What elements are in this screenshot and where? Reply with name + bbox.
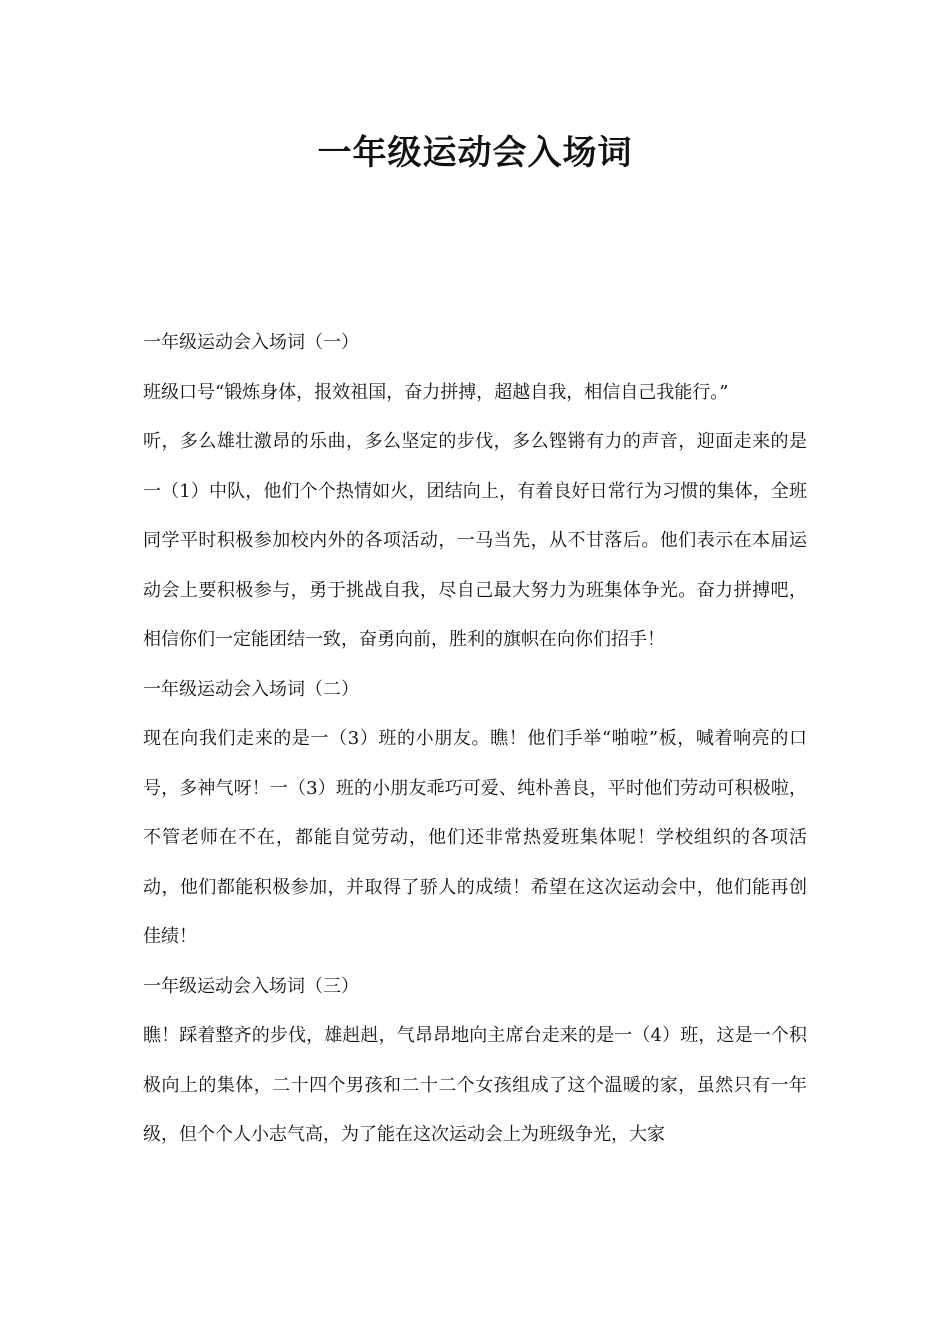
paragraph-class-4: 瞧！踩着整齐的步伐，雄赳赳，气昂昂地向主席台走来的是一（4）班，这是一个积极向上的集体，二十四个男孩和二十二个女孩组成了这个温暖的家，虽然只有一年级，但个个人小志气高，为了能在这次运动会上为班级争光，大家: [143, 1025, 807, 1145]
section-heading-1: 一年级运动会入场词（一）: [143, 332, 359, 353]
paragraph-slogan: 班级口号“锻炼身体，报效祖国，奋力拼搏，超越自我，相信自己我能行。”: [143, 381, 729, 403]
document-title: 一年级运动会入场词: [317, 133, 633, 173]
paragraph-class-3: 现在向我们走来的是一（3）班的小朋友。瞧！他们手举“啪啦”板，喊着响亮的口号，多神气呀！一（3）班的小朋友乖巧可爱、纯朴善良，平时他们劳动可积极啦，不管老师在不在，都能自觉劳动，他们还非常热爱班集体呢！学校组织的各项活动，他们都能积极参加，并取得了骄人的成绩！希望在这次运动会中，他们能再创佳绩！: [143, 728, 807, 947]
section-heading-2: 一年级运动会入场词（二）: [143, 678, 359, 700]
document-body: [143, 318, 807, 1160]
paragraph-class-1: 听，多么雄壮激昂的乐曲，多么坚定的步伐，多么铿锵有力的声音，迎面走来的是一（1）中队，他们个个热情如火，团结向上，有着良好日常行为习惯的集体，全班同学平时积极参加校内外的各项活动，一马当先，从不甘落后。他们表示在本届运动会上要积极参与，勇于挑战自我，尽自己最大努力为班集体争光。奋力拼搏吧，相信你们一定能团结一致，奋勇向前，胜利的旗帜在向你们招手！: [143, 431, 807, 650]
section-heading-3: 一年级运动会入场词（三）: [143, 975, 359, 997]
